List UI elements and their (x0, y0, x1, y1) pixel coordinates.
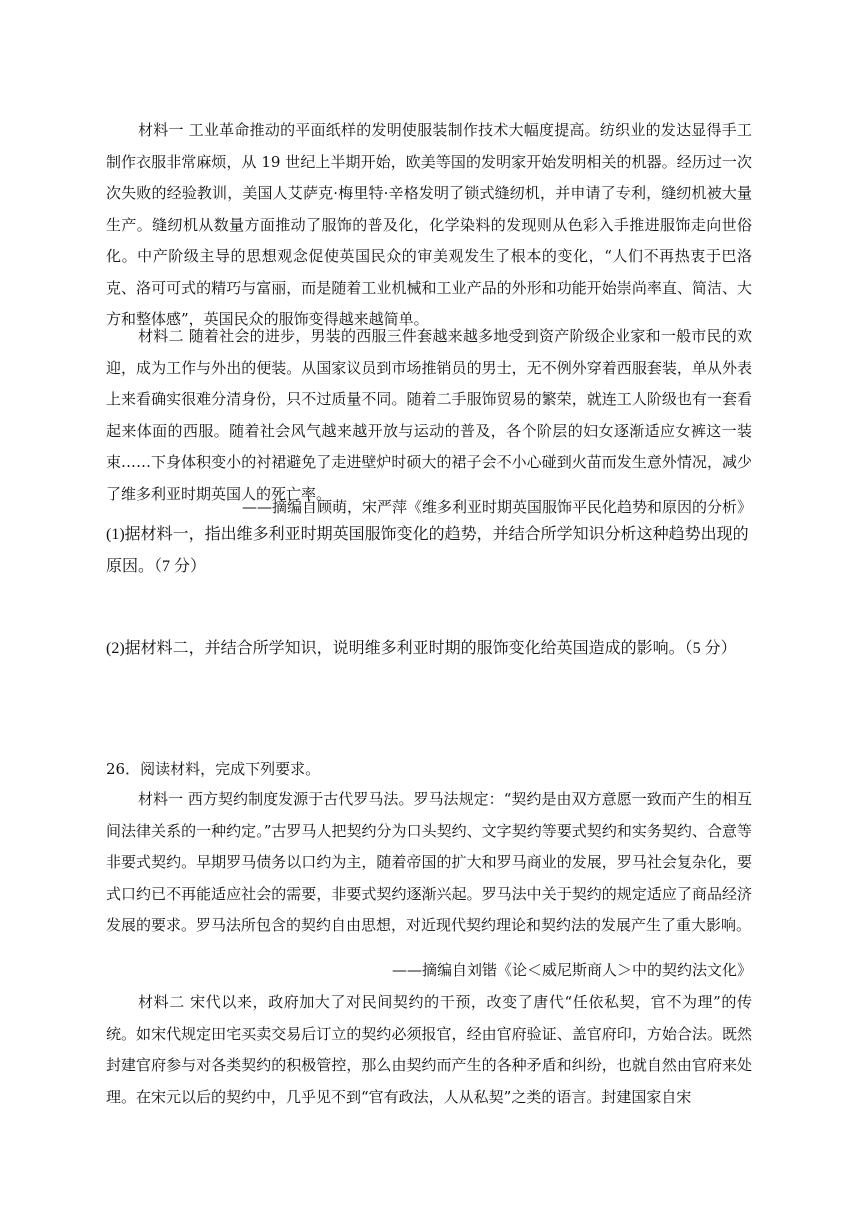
q26-material-1-paragraph: 材料一 西方契约制度发源于古代罗马法。罗马法规定：“契约是由双方意愿一致而产生的相互间法律关系的一种约定。”古罗马人把契约分为口头契约、文字契约等要式契约和实务契约、合意等非要式契约。早期罗马债务以口约为主，随着帝国的扩大和罗马商业的发展，罗马社会复杂化，要式口约已不再能适应社会的需要，非要式契约逐渐兴起。罗马法中关于契约的规定适应了商品经济发展的要求。罗马法所包含的契约自由思想，对近现代契约理论和契约法的发展产生了重大影响。 (106, 790, 752, 934)
question-1: (1)据材料一，指出维多利亚时期英国服饰变化的趋势，并结合所学知识分析这种趋势出现的原因。（7 分） (106, 526, 749, 575)
q26-material-2-paragraph: 材料二 宋代以来，政府加大了对民间契约的干预，改变了唐代“任依私契，官不为理”的传统。如宋代规定田宅买卖交易后订立的契约必须报官，经由官府验证、盖官府印，方始合法。既然封建官府参与对各类契约的积极管控，那么由契约而产生的各种矛盾和纠纷，也就自然由官府来处理。在宋元以后的契约中，几乎见不到“官有政法，人从私契”之类的语言。封建国家自宋 (106, 993, 752, 1106)
material-1-paragraph: 材料一 工业革命推动的平面纸样的发明使服装制作技术大幅度提高。纺织业的发达显得手工制作衣服非常麻烦，从 19 世纪上半期开始，欧美等国的发明家开始发明相关的机器。经历过一次次失败的经验教训，美国人艾萨克·梅里特·辛格发明了锁式缝纫机，并申请了专利，缝纫机被大量生产。缝纫机从数量方面推动了服饰的普及化，化学染料的发现则从色彩入手推进服饰走向世俗化。中产阶级主导的思想观念促使英国民众的审美观发生了根本的变化，“人们不再热衷于巴洛克、洛可可式的精巧与富丽，而是随着工业机械和工业产品的外形和功能开始崇尚率直、简洁、大方和整体感”，英国民众的服饰变得越来越简单。 (106, 121, 752, 328)
source-citation: ——摘编自顾萌，宋严萍《维多利亚时期英国服饰平民化趋势和原因的分析》 (241, 498, 752, 516)
question-2: (2)据材料二，并结合所学知识，说明维多利亚时期的服饰变化给英国造成的影响。（5 分） (106, 640, 737, 657)
q26-source-citation: ——摘编自刘锴《论＜威尼斯商人＞中的契约法文化》 (391, 961, 752, 979)
material-2-paragraph: 材料二 随着社会的进步，男装的西服三件套越来越多地受到资产阶级企业家和一般市民的欢迎，成为工作与外出的便装。从国家议员到市场推销员的男士，无不例外穿着西服套装，单从外表上来看确实很难分清身份，只不过质量不同。随着二手服饰贸易的繁荣，就连工人阶级也有一套看起来体面的西服。随着社会风气越来越开放与运动的普及，各个阶层的妇女逐渐适应女裤这一装束……下身体积变小的衬裙避免了走进壁炉时硕大的裙子会不小心碰到火苗而发生意外情况，减少了维多利亚时期英国人的死亡率。 (106, 327, 752, 503)
question-26-heading: 26．阅读材料，完成下列要求。 (106, 760, 321, 778)
